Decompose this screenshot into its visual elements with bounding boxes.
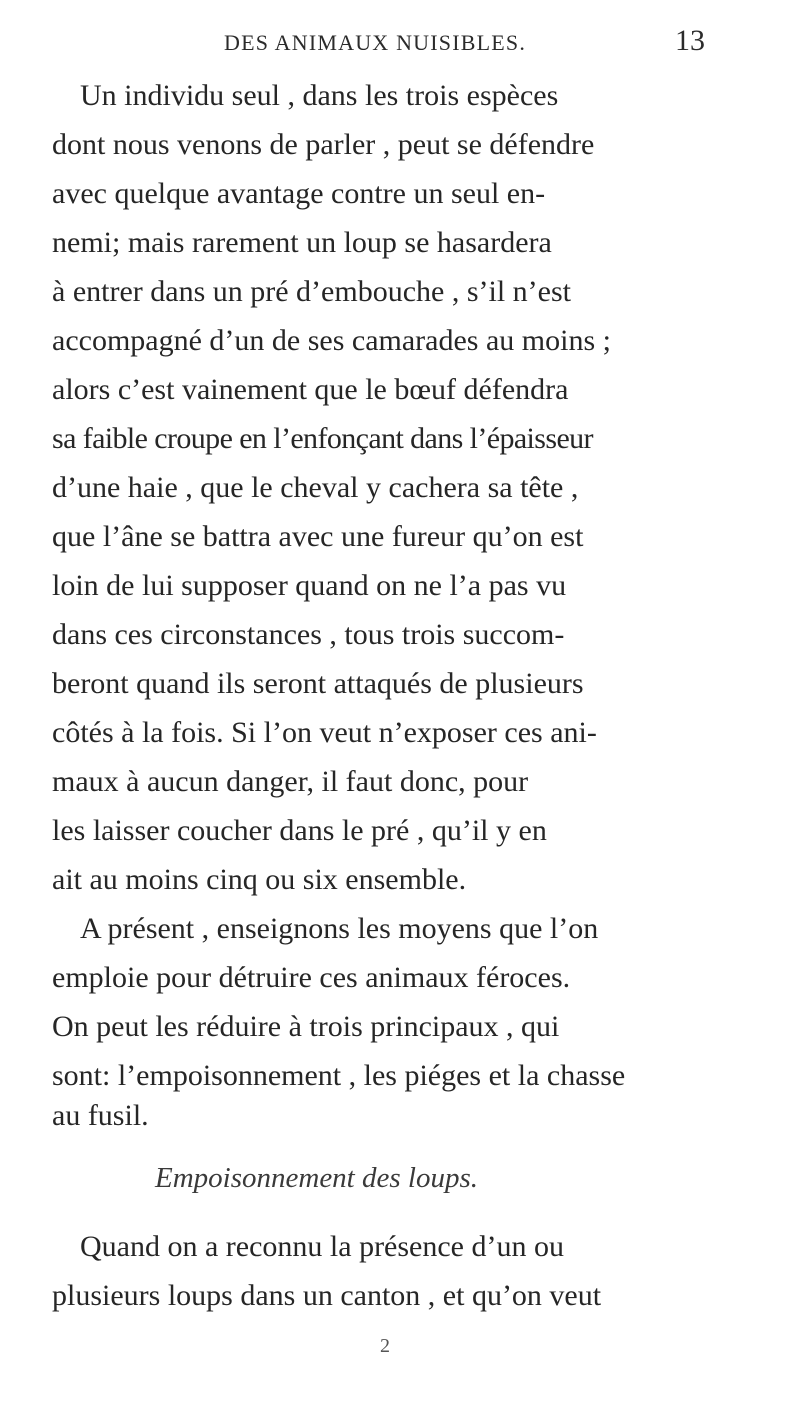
text-line: dont nous venons de parler , peut se défendre xyxy=(52,128,595,161)
text-line: A présent , enseignons les moyens que l’on xyxy=(80,912,599,945)
text-line: d’une haie , que le cheval y cachera sa tête , xyxy=(52,471,579,504)
text-line: côtés à la fois. Si l’on veut n’exposer ces ani- xyxy=(52,716,597,749)
text-line: sa faible croupe en l’enfonçant dans l’épaisseur xyxy=(52,422,593,455)
text-line: loin de lui supposer quand on ne l’a pas vu xyxy=(52,569,567,602)
text-line: accompagné d’un de ses camarades au moins ; xyxy=(52,324,611,357)
text-line: au fusil. xyxy=(52,1099,149,1132)
text-line: On peut les réduire à trois principaux , qui xyxy=(52,1010,560,1043)
text-line: à entrer dans un pré d’embouche , s’il n’est xyxy=(52,275,571,308)
text-line: nemi; mais rarement un loup se hasardera xyxy=(52,226,552,259)
text-line: maux à aucun danger, il faut donc, pour xyxy=(52,765,529,798)
text-line: Un individu seul , dans les trois espèces xyxy=(80,79,559,112)
text-line: alors c’est vainement que le bœuf défendra xyxy=(52,373,569,406)
text-line: avec quelque avantage contre un seul en- xyxy=(52,177,546,210)
text-line: Quand on a reconnu la présence d’un ou xyxy=(80,1230,564,1263)
text-line: dans ces circonstances , tous trois succom- xyxy=(52,618,565,651)
text-line: les laisser coucher dans le pré , qu’il y en xyxy=(52,814,547,847)
text-line: que l’âne se battra avec une fureur qu’on est xyxy=(52,520,584,553)
page-number: 13 xyxy=(675,24,705,57)
signature-mark: 2 xyxy=(380,1335,390,1357)
text-line: sont: l’empoisonnement , les piéges et la chasse xyxy=(52,1059,626,1092)
text-line: emploie pour détruire ces animaux féroces. xyxy=(52,961,571,994)
section-heading: Empoisonnement des loups. xyxy=(155,1162,478,1194)
text-line: plusieurs loups dans un canton , et qu’on veut xyxy=(52,1279,602,1312)
text-line: ait au moins cinq ou six ensemble. xyxy=(52,863,467,896)
text-line: beront quand ils seront attaqués de plusieurs xyxy=(52,667,584,700)
running-title: DES ANIMAUX NUISIBLES. xyxy=(224,30,527,55)
